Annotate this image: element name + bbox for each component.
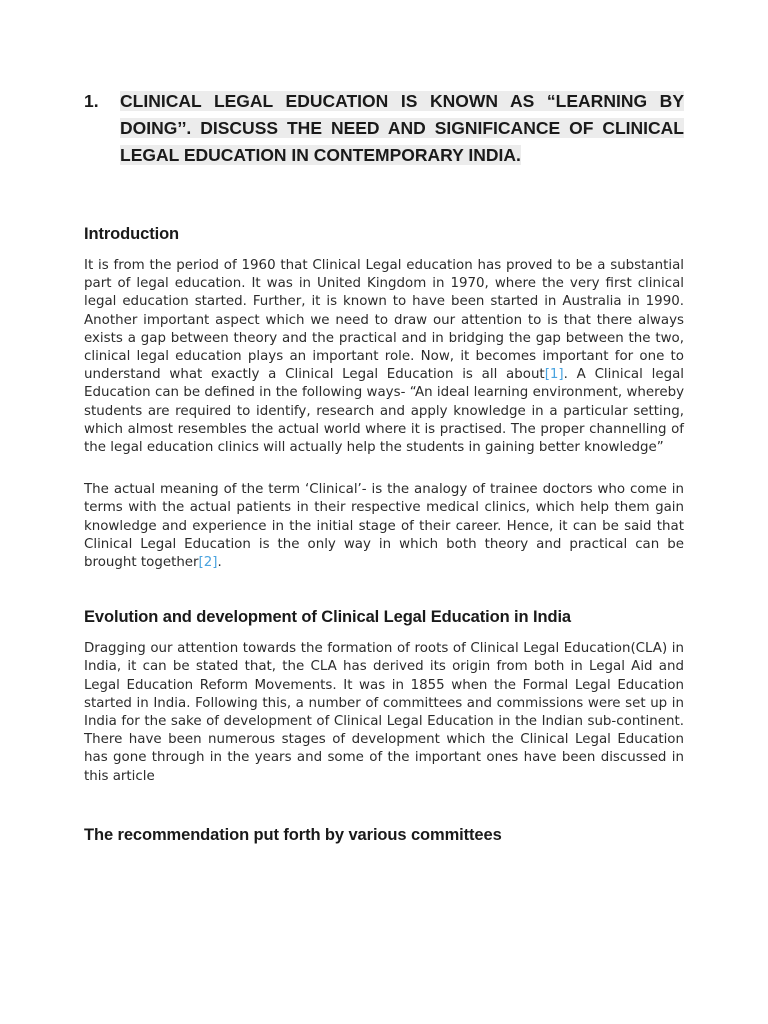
introduction-paragraph-1-text-a: It is from the period of 1960 that Clinical Legal education has proved to be a substantial part of legal education. It was in United Kingdom in 1970, where the very first clinical legal education started. Further, it is known to have been started in Australia in 1990. Another important aspect which we need to draw our attention to is that there always exists a gap between theory and the practical and in bridging the gap between the two, clinical legal education plays an important role. Now, it becomes important for one to understand what exactly a Clinical Legal Education is all about	[84, 258, 684, 383]
evolution-heading: Evolution and development of Clinical Legal Education in India	[84, 608, 572, 627]
introduction-paragraph-1-text-b: . A Clinical legal Education can be defined in the following ways- “An ideal learning environment, whereby students are required to identify, research and apply knowledge in a particular setting, which almost resembles the actual world where it is practised. The proper channelling of the legal education clinics will actually help the students in gaining better knowledge”	[84, 367, 684, 456]
question-number: 1.	[84, 91, 99, 111]
footnote-link-2[interactable]: [2]	[198, 555, 218, 571]
introduction-heading: Introduction	[84, 225, 180, 243]
introduction-paragraph-2-text-a: The actual meaning of the term ‘Clinical’- is the analogy of trainee doctors who come in terms with the actual patients in their respective medical clinics, which help them gain knowledge and experience in the initial stage of their career. Hence, it can be said that Clinical Legal Education is the only way in which both theory and practical can be brought together	[84, 482, 684, 571]
question-text: CLINICAL LEGAL EDUCATION IS KNOWN AS “LEARNING BY DOING’’. DISCUSS THE NEED AND SIGNIFICANCE OF CLINICAL LEGAL EDUCATION IN CONTEMPORARY INDIA.	[120, 91, 684, 165]
question-heading	[84, 88, 684, 169]
introduction-paragraph-2-text-b: .	[217, 555, 222, 571]
introduction-paragraph-1	[84, 257, 684, 457]
recommendation-heading: The recommendation put forth by various committees	[84, 825, 502, 844]
question-text-block	[120, 88, 684, 169]
introduction-paragraph-2	[84, 481, 684, 572]
evolution-paragraph: Dragging our attention towards the formation of roots of Clinical Legal Education(CLA) in India, it can be stated that, the CLA has derived its origin from both in Legal Aid and Legal Education Reform Movements. It was in 1855 when the Formal Legal Education started in India. Following this, a number of committees and commissions were set up in India for the sake of development of Clinical Legal Education in the Indian sub-continent. There have been numerous stages of development which the Clinical Legal Education has gone through in the years and some of the important ones have been discussed in this article	[84, 641, 684, 784]
document-page	[84, 88, 684, 845]
footnote-link-1[interactable]: [1]	[544, 367, 564, 383]
